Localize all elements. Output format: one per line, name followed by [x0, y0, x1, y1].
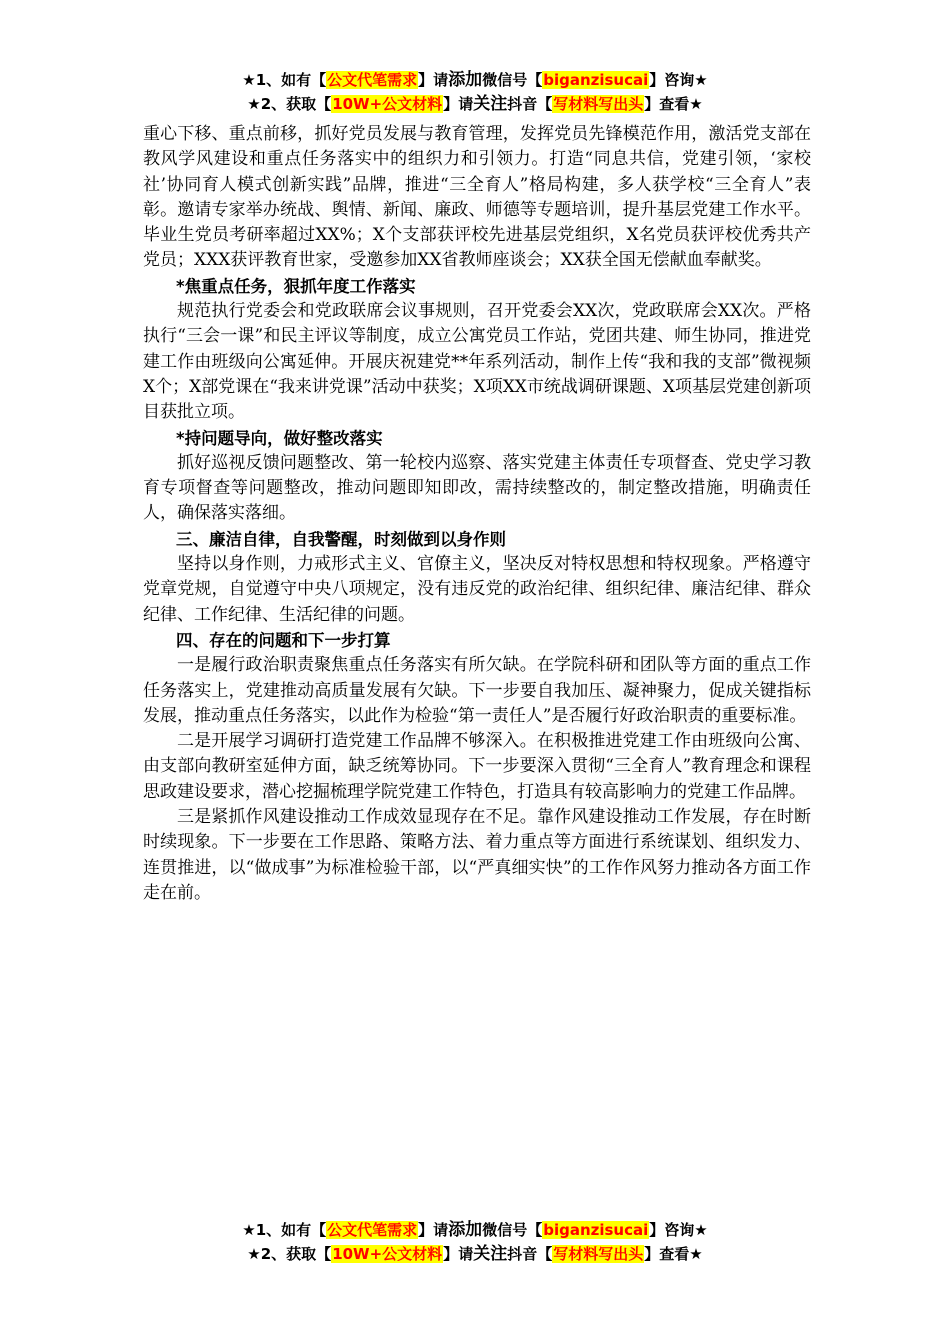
highlight-wechat-id: biganzisucai — [543, 71, 649, 89]
highlight-douyin: 写材料写出头 — [553, 95, 644, 113]
promo-banner-top — [0, 68, 950, 116]
paragraph: 抓好巡视反馈问题整改、第一轮校内巡察、落实党建主体责任专项督查、党史学习教育专项督查等问题整改，推动问题即知即改，需持续整改的，制定整改措施，明确责任人，确保落实落细。 — [143, 452, 811, 524]
highlight-ghostwriting: 公文代笔需求 — [327, 1221, 418, 1239]
highlight-ghostwriting: 公文代笔需求 — [327, 71, 418, 89]
document-body — [143, 122, 811, 906]
section-heading: *焦重点任务，狠抓年度工作落实 — [176, 276, 416, 296]
paragraph: 坚持以身作则，力戒形式主义、官僚主义，坚决反对特权思想和特权现象。严格遵守党章党规，自觉遵守中央八项规定，没有违反党的政治纪律、组织纪律、廉洁纪律、群众纪律、工作纪律、生活纪律的问题。 — [143, 554, 811, 625]
highlight-douyin: 写材料写出头 — [553, 1245, 644, 1263]
highlight-materials: 10W+公文材料 — [332, 1245, 443, 1263]
promo-banner-bottom — [0, 1218, 950, 1266]
section-heading: 三、廉洁自律，自我警醒，时刻做到以身作则 — [176, 529, 506, 549]
paragraph: 规范执行党委会和党政联席会议事规则，召开党委会XX次，党政联席会XX次。严格执行“三会一课”和民主评议等制度，成立公寓党员工作站，党团共建、师生协同，推进党建工作由班级向公寓延伸。开展庆祝建党**年系列活动，制作上传“我和我的支部”微视频X个；X部党课在“我来讲党课”活动中获奖；X项XX市统战调研课题、X项基层党建创新项目获批立项。 — [143, 301, 811, 423]
promo-line-2: ★2、获取【10W+公文材料】请关注抖音【写材料写出头】查看★ — [247, 94, 703, 114]
promo-line-2: ★2、获取【10W+公文材料】请关注抖音【写材料写出头】查看★ — [247, 1244, 703, 1264]
promo-line-1: ★1、如有【公文代笔需求】请添加微信号【biganzisucai】咨询★ — [242, 70, 708, 90]
paragraph: 二是开展学习调研打造党建工作品牌不够深入。在积极推进党建工作由班级向公寓、由支部向教研室延伸方面，缺乏统筹协同。下一步要深入贯彻“三全育人”教育理念和课程思政建设要求，潜心挖掘梳理学院党建工作特色，打造具有较高影响力的党建工作品牌。 — [143, 731, 811, 802]
section-heading: 四、存在的问题和下一步打算 — [176, 630, 391, 650]
paragraph: 三是紧抓作风建设推动工作成效显现存在不足。靠作风建设推动工作发展，存在时断时续现象。下一步要在工作思路、策略方法、着力重点等方面进行系统谋划、组织发力、连贯推进，以“做成事”为标准检验干部，以“严真细实快”的工作作风努力推动各方面工作走在前。 — [143, 807, 811, 903]
paragraph: 重心下移、重点前移，抓好党员发展与教育管理，发挥党员先锋模范作用，激活党支部在教风学风建设和重点任务落实中的组织力和引领力。打造“同息共信，党建引领，‘家校社’协同育人模式创新实践”品牌，推进“三全育人”格局构建，多人获学校“三全育人”表彰。邀请专家举办统战、舆情、新闻、廉政、师德等专题培训，提升基层党建工作水平。毕业生党员考研率超过XX%；X个支部获评校先进基层党组织，X名党员获评校优秀共产党员；XXX获评教育世家，受邀参加XX省教师座谈会；XX获全国无偿献血奉献奖。 — [143, 124, 811, 271]
section-heading: *持问题导向，做好整改落实 — [176, 428, 383, 448]
highlight-materials: 10W+公文材料 — [332, 95, 443, 113]
paragraph: 一是履行政治职责聚焦重点任务落实有所欠缺。在学院科研和团队等方面的重点工作任务落实上，党建推动高质量发展有欠缺。下一步要自我加压、凝神聚力，促成关键指标发展，推动重点任务落实，以此作为检验“第一责任人”是否履行好政治职责的重要标准。 — [143, 655, 811, 726]
promo-line-1: ★1、如有【公文代笔需求】请添加微信号【biganzisucai】咨询★ — [242, 1220, 708, 1240]
highlight-wechat-id: biganzisucai — [543, 1221, 649, 1239]
